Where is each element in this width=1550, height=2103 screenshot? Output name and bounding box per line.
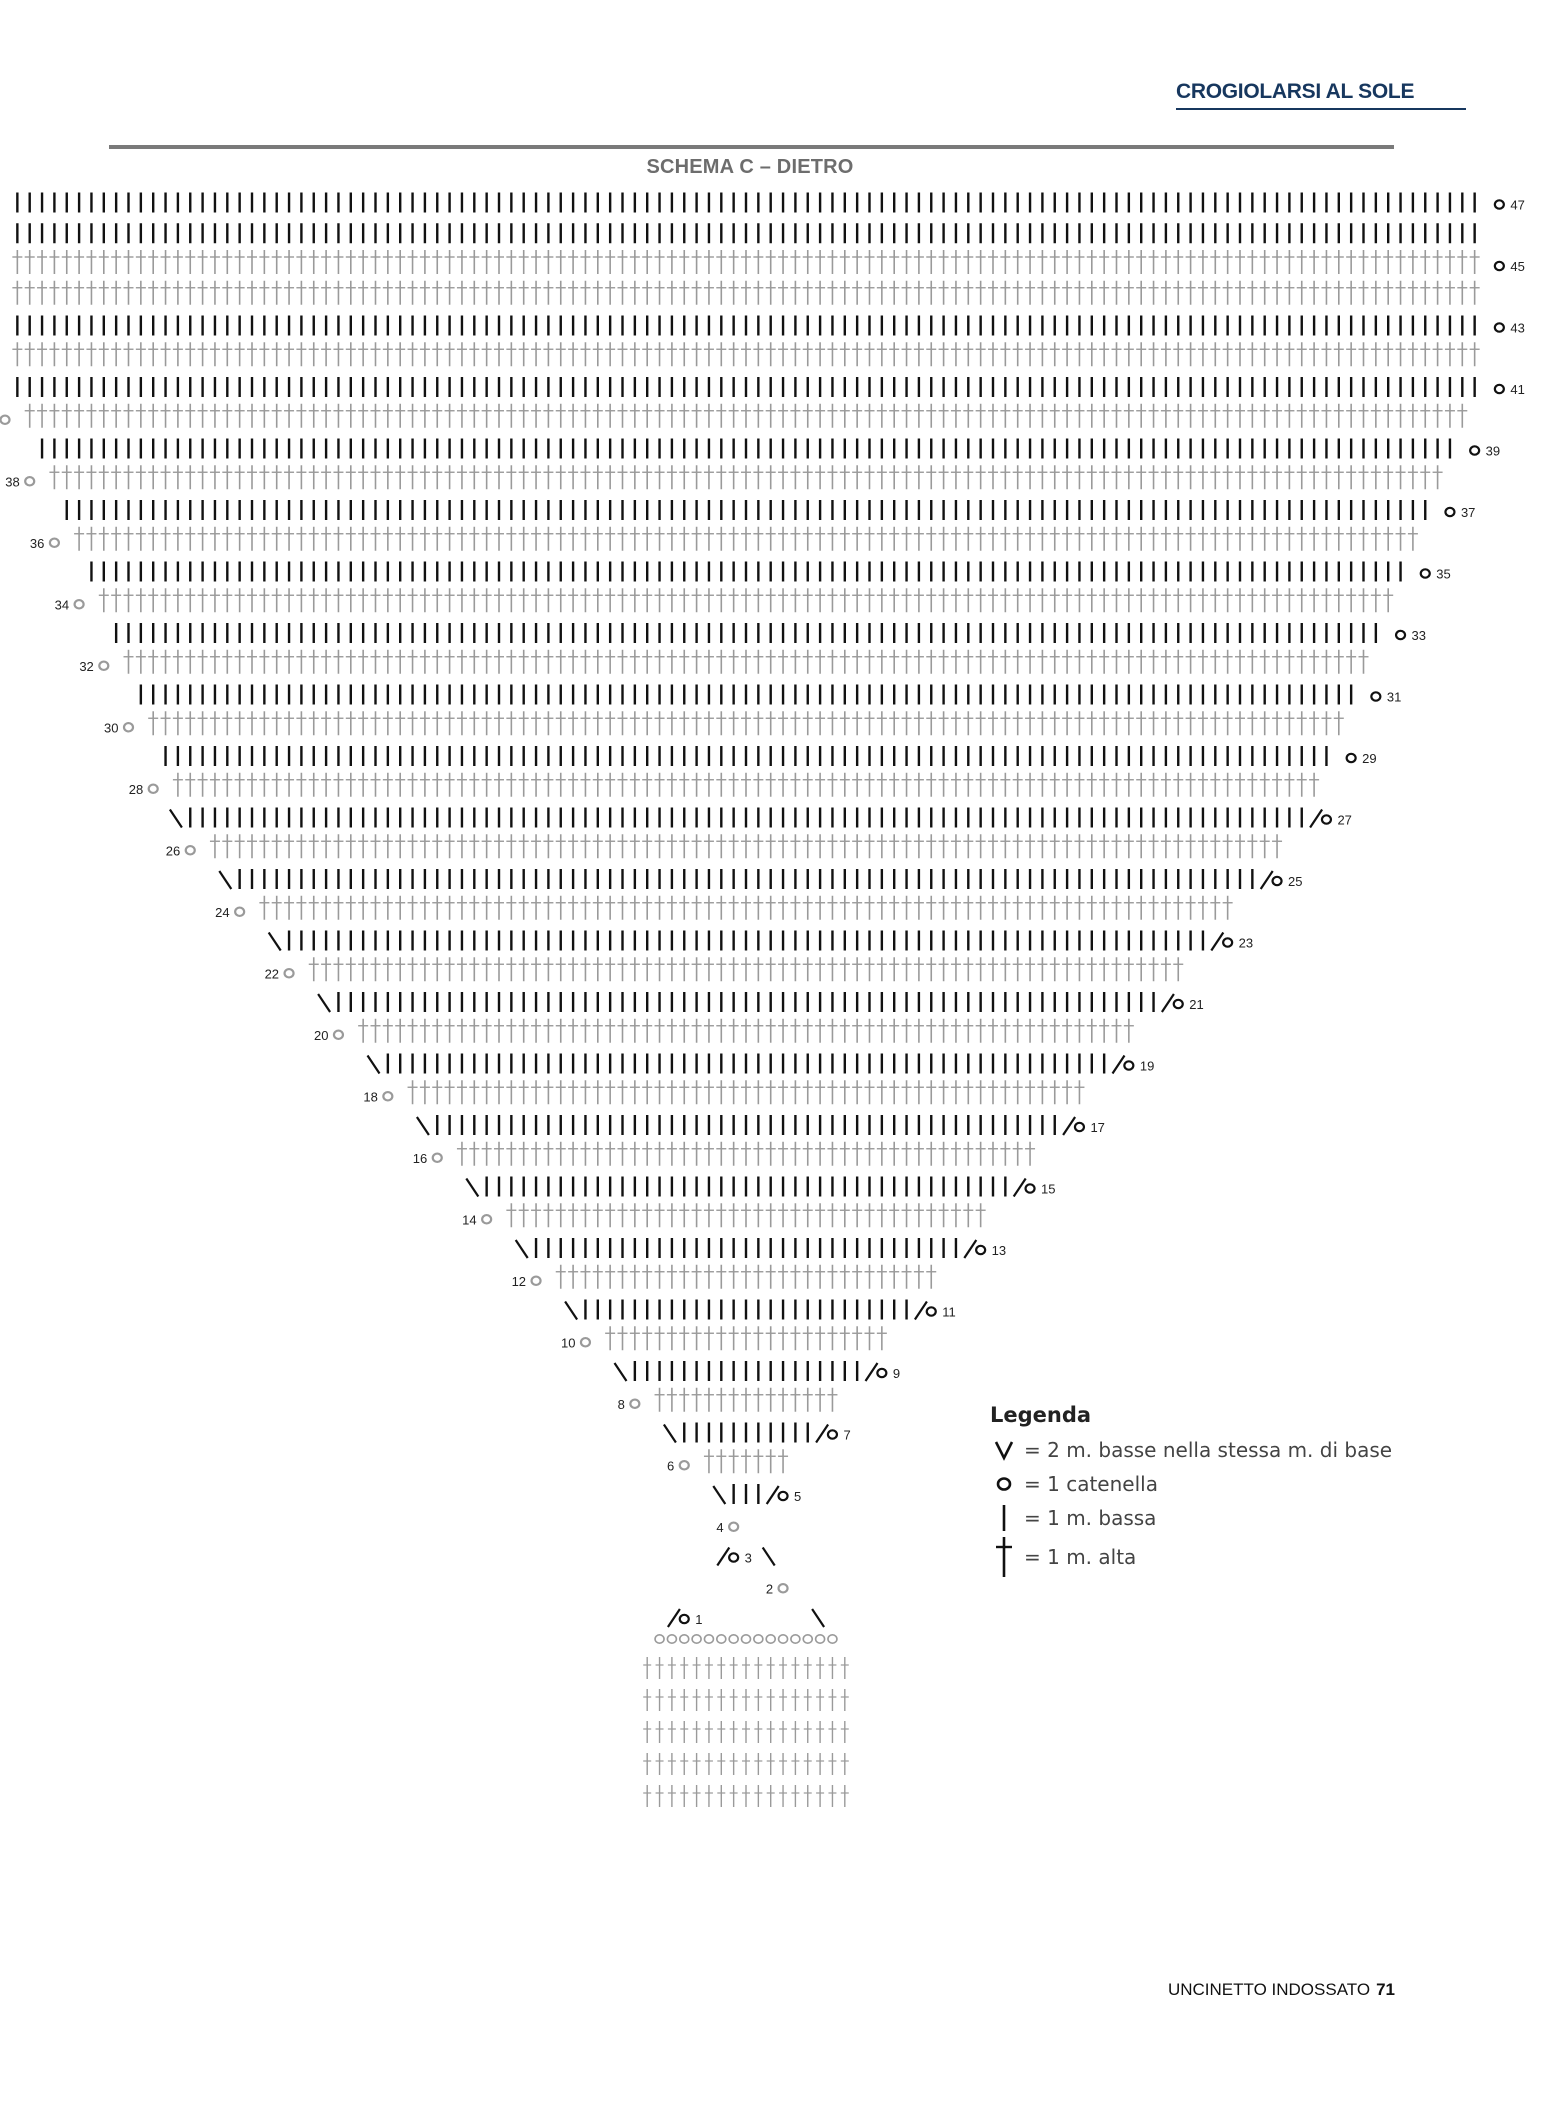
chain-43 xyxy=(1495,323,1504,331)
row-label-19: 19 xyxy=(1139,1058,1155,1074)
increase-right-9 xyxy=(866,1363,878,1381)
row-label-22: 22 xyxy=(264,966,280,982)
row-label-33: 33 xyxy=(1411,628,1427,643)
chain-12 xyxy=(532,1277,541,1285)
row-label-35: 35 xyxy=(1436,566,1451,582)
row-label-39: 39 xyxy=(1485,443,1501,459)
increase-left-5 xyxy=(713,1486,725,1504)
chain-10 xyxy=(581,1338,590,1346)
row-label-43: 43 xyxy=(1510,320,1525,336)
increase-right-25 xyxy=(1261,871,1273,889)
row-label-14: 14 xyxy=(462,1212,477,1228)
row-label-9: 9 xyxy=(892,1366,901,1381)
chain-31 xyxy=(1371,692,1380,700)
chain-27 xyxy=(1322,815,1331,823)
chain-47 xyxy=(1495,200,1504,208)
increase-right-19 xyxy=(1113,1056,1125,1074)
row-label-36: 36 xyxy=(29,535,45,551)
row-label-11: 11 xyxy=(942,1304,956,1320)
row-label-20: 20 xyxy=(313,1027,329,1043)
chain-25 xyxy=(1273,877,1282,885)
row-label-34: 34 xyxy=(54,597,70,613)
increase-left-11 xyxy=(565,1302,577,1320)
increase-left-21 xyxy=(318,994,330,1012)
row-label-31: 31 xyxy=(1386,689,1402,705)
increase-right-17 xyxy=(1063,1117,1075,1135)
increase-right-27 xyxy=(1310,810,1322,828)
row-label-25: 25 xyxy=(1288,874,1303,889)
increase-right-21 xyxy=(1162,994,1174,1012)
row-label-13: 13 xyxy=(991,1243,1007,1258)
section-title: CROGIOLARSI AL SOLE xyxy=(1176,80,1415,103)
row-label-29: 29 xyxy=(1362,751,1377,766)
chain-30 xyxy=(124,723,133,731)
increase-left-25 xyxy=(219,871,231,889)
row-label-8: 8 xyxy=(617,1396,625,1412)
row-label-26: 26 xyxy=(165,843,181,859)
chain-40 xyxy=(1,416,10,424)
row-label-30: 30 xyxy=(104,720,119,736)
increase-right-7 xyxy=(816,1425,828,1443)
chain-41 xyxy=(1495,385,1504,393)
increase-left-13 xyxy=(516,1240,528,1258)
chain-20 xyxy=(334,1031,343,1039)
chain-36 xyxy=(50,539,59,547)
increase-right-13 xyxy=(964,1240,976,1258)
chain-29 xyxy=(1347,754,1356,762)
row-label-7: 7 xyxy=(843,1427,851,1443)
chain-24 xyxy=(235,908,244,916)
chain-38 xyxy=(25,477,34,485)
row-label-32: 32 xyxy=(79,658,94,674)
row-label-41: 41 xyxy=(1510,382,1525,397)
increase-left-15 xyxy=(466,1179,478,1197)
row-label-28: 28 xyxy=(128,781,144,797)
increase-left-19 xyxy=(368,1056,380,1074)
schema-title: SCHEMA C – DIETRO xyxy=(646,156,854,178)
increase-left-9 xyxy=(615,1363,627,1381)
chain-35 xyxy=(1421,569,1430,577)
row-label-16: 16 xyxy=(412,1150,428,1166)
chain-13 xyxy=(976,1246,985,1254)
chain-28 xyxy=(149,785,158,793)
chain-26 xyxy=(186,846,195,854)
increase-left-23 xyxy=(269,933,281,951)
row-label-15: 15 xyxy=(1041,1181,1056,1197)
row-label-37: 37 xyxy=(1460,505,1476,520)
chain-11 xyxy=(927,1307,936,1315)
increase-right-11 xyxy=(915,1302,927,1320)
chain-18 xyxy=(383,1092,392,1100)
chain-39 xyxy=(1470,446,1479,454)
chain-17 xyxy=(1075,1123,1084,1131)
row-label-12: 12 xyxy=(511,1273,527,1289)
chain-32 xyxy=(99,662,108,670)
increase-left-27 xyxy=(170,810,182,828)
chain-34 xyxy=(75,600,84,608)
chain-7 xyxy=(828,1430,837,1438)
row-label-17: 17 xyxy=(1090,1120,1105,1135)
row-label-18: 18 xyxy=(363,1089,378,1105)
row-label-6: 6 xyxy=(667,1458,675,1474)
increase-right-15 xyxy=(1014,1179,1026,1197)
row-label-23: 23 xyxy=(1238,935,1254,951)
chain-19 xyxy=(1124,1061,1133,1069)
row-label-10: 10 xyxy=(560,1335,576,1351)
increase-right-23 xyxy=(1211,933,1223,951)
chain-6 xyxy=(680,1461,689,1469)
chain-22 xyxy=(285,969,294,977)
chain-8 xyxy=(630,1400,639,1408)
chain-21 xyxy=(1174,1000,1183,1008)
chain-15 xyxy=(1026,1184,1035,1192)
increase-left-17 xyxy=(417,1117,429,1135)
chain-33 xyxy=(1396,631,1405,639)
row-label-21: 21 xyxy=(1189,997,1204,1012)
chain-37 xyxy=(1445,508,1454,516)
row-label-27: 27 xyxy=(1337,812,1352,828)
chain-45 xyxy=(1495,262,1504,270)
increase-left-7 xyxy=(664,1425,676,1443)
chain-23 xyxy=(1223,938,1232,946)
row-label-38: 38 xyxy=(5,474,20,490)
row-label-24: 24 xyxy=(215,904,230,920)
row-label-47: 47 xyxy=(1510,197,1525,213)
chain-16 xyxy=(433,1154,442,1162)
chain-14 xyxy=(482,1215,491,1223)
row-label-45: 45 xyxy=(1510,259,1525,274)
chain-9 xyxy=(877,1369,886,1377)
